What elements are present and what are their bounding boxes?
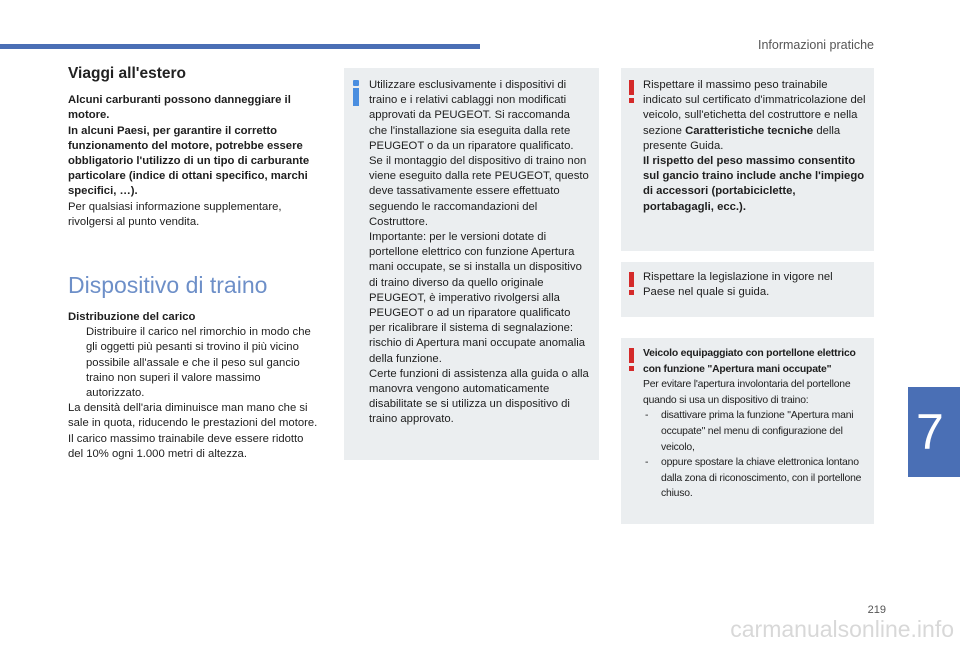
list-item-text: disattivare prima la funzione "Apertura mani occupate" nel menu di configurazione del veicolo,	[661, 410, 854, 453]
travel-warning-line-1: Alcuni carburanti possono danneggiare il motore.	[68, 94, 291, 122]
info-paragraph-4: Certe funzioni di assistenza alla guida o alla manovra vengono automaticamente disabilitate se si utilizza un dispositivo di traino approvato.	[369, 367, 589, 426]
warning-box-tailgate	[621, 338, 874, 524]
left-column	[68, 66, 320, 462]
page-number: 219	[867, 604, 886, 616]
info-icon	[352, 80, 360, 106]
warning-legislation-text: Rispettare la legislazione in vigore nel Paese nel quale si guida.	[643, 271, 833, 299]
warning-icon	[628, 348, 636, 372]
list-item	[643, 408, 868, 455]
warning-weight-bold-paragraph: Il rispetto del peso massimo consentito sul gancio traino include anche l'impiego di accessori (portabiciclette, portabagagli, ecc.).	[643, 155, 865, 213]
warning-tailgate-intro: Per evitare l'apertura involontaria del portellone quando si usa un dispositivo di traino:	[643, 379, 851, 406]
towing-heading: Dispositivo di traino	[68, 272, 268, 299]
watermark: carmanualsonline.info	[730, 616, 954, 642]
warning-weight-text-start: Rispettare il massimo peso trainabile indicato sul certificato d'immatricolazione del veicolo, sull'etichetta del costruttore e nella sezione	[643, 79, 866, 137]
travel-warning-line-2: In alcuni Paesi, per garantire il corretto funzionamento del motore, potrebbe essere obbligatorio l'utilizzo di un tipo di carburante particolare (indice di ottani specifico, marchi specifici, …).	[68, 124, 310, 198]
info-box	[344, 68, 599, 460]
info-paragraph-1: Utilizzare esclusivamente i dispositivi di traino e i relativi cablaggi non modificati approvati da PEUGEOT. Si raccomanda che l'installazione sia eseguita dalla rete PEUGEOT o da un riparatore qualificato.	[369, 79, 574, 152]
warning-weight-text-bold: Caratteristiche tecniche	[685, 124, 814, 137]
warning-weight-text	[643, 78, 866, 154]
travel-note: Per qualsiasi informazione supplementare, rivolgersi al punto vendita.	[68, 200, 282, 228]
warning-weight-text-end: della presente Guida.	[643, 124, 841, 152]
warning-box-weight	[621, 68, 874, 251]
list-item	[643, 455, 868, 502]
top-accent-rule	[0, 44, 480, 49]
warning-tailgate-title: Veicolo equipaggiato con portellone elettrico con funzione "Apertura mani occupate"	[643, 348, 856, 375]
towing-paragraph: La densità dell'aria diminuisce man mano che si sale in quota, riducendo le prestazioni del motore. Il carico massimo trainabile deve essere ridotto del 10% ogni 1.000 metri di altezza.	[68, 402, 318, 460]
list-item-text: oppure spostare la chiave elettronica lontano dalla zona di riconoscimento, con il portellone chiuso.	[661, 457, 862, 500]
towing-subtitle: Distribuzione del carico	[68, 311, 196, 324]
info-paragraph-2: Se il montaggio del dispositivo di traino non viene eseguito dalla rete PEUGEOT, questo deve tassativamente essere effettuato seguendo le raccomandazioni del Costruttore.	[369, 155, 589, 228]
dash-marker: -	[645, 457, 649, 469]
towing-bullet	[68, 325, 320, 401]
travel-heading: Viaggi all'estero	[68, 65, 186, 82]
info-paragraph-3: Importante: per le versioni dotate di portellone elettrico con funzione Apertura mani occupate, se si installa un dispositivo di traino diverso da quello originale PEUGEOT, è imperativo rivolgersi alla PEUGEOT o ad un riparatore qualificato per ricalibrare il sistema di segnalazione: rischio di Apertura mani occupate anomalia della funzione.	[369, 231, 586, 365]
towing-bullet-text: Distribuire il carico nel rimorchio in modo che gli oggetti più pesanti si trovino il più vicino possibile all'assale e che il peso sul gancio traino non superi il valore massimo autorizzato.	[86, 326, 311, 400]
warning-icon	[628, 80, 636, 104]
warning-box-legislation	[621, 262, 874, 317]
dash-marker: -	[645, 410, 649, 422]
chapter-tab[interactable]: 7	[908, 387, 960, 477]
warning-icon	[628, 272, 636, 296]
section-header: Informazioni pratiche	[757, 38, 874, 52]
